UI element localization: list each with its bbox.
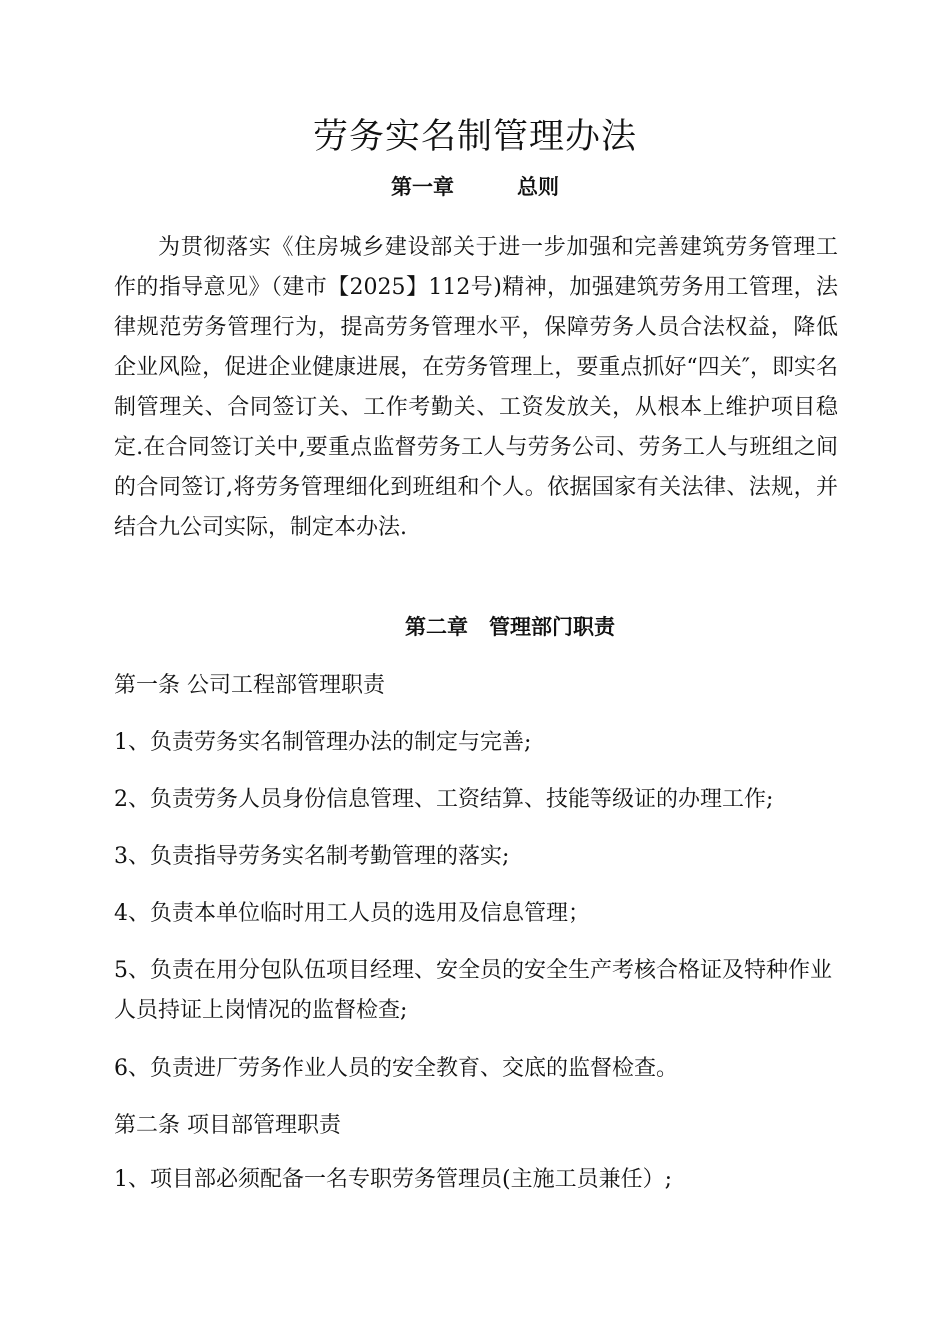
article-1-item-5: 5、负责在用分包队伍项目经理、安全员的安全生产考核合格证及特种作业人员持证上岗情况的监督检查; — [114, 958, 832, 1023]
article-1-item-3: 3、负责指导劳务实名制考勤管理的落实; — [114, 844, 510, 869]
document-title: 劳务实名制管理办法 — [312, 117, 637, 157]
chapter-1-heading: 第一章 总则 — [391, 174, 559, 199]
article-1-item-1: 1、负责劳务实名制管理办法的制定与完善; — [114, 730, 532, 755]
chapter-2-heading: 第二章 管理部门职责 — [405, 614, 615, 639]
article-1-title: 第一条 公司工程部管理职责 — [114, 673, 385, 698]
article-1-item-4: 4、负责本单位临时用工人员的选用及信息管理； — [114, 901, 590, 926]
article-2-title: 第二条 项目部管理职责 — [114, 1113, 341, 1138]
chapter-1-intro-paragraph: 为贯彻落实《住房城乡建设部关于进一步加强和完善建筑劳务管理工作的指导意见》（建市【2025】112号)精神，加强建筑劳务用工管理，法律规范劳务管理行为，提高劳务管理水平，保障劳务人员合法权益，降低企业风险，促进企业健康进展，在劳务管理上，要重点抓好“四关″，即实名制管理关、合同签订关、工作考勤关、工资发放关，从根本上维护项目稳定.在合同签订关中,要重点监督劳务工人与劳务公司、劳务工人与班组之间的合同签订,将劳务管理细化到班组和个人。依据国家有关法律、法规，并结合九公司实际，制定本办法. — [114, 235, 838, 540]
article-1-item-6: 6、负责进厂劳务作业人员的安全教育、交底的监督检查。 — [114, 1056, 678, 1081]
article-1-item-2: 2、负责劳务人员身份信息管理、工资结算、技能等级证的办理工作; — [114, 787, 774, 812]
article-2-item-1: 1、项目部必须配备一名专职劳务管理员(主施工员兼任）; — [114, 1167, 672, 1192]
